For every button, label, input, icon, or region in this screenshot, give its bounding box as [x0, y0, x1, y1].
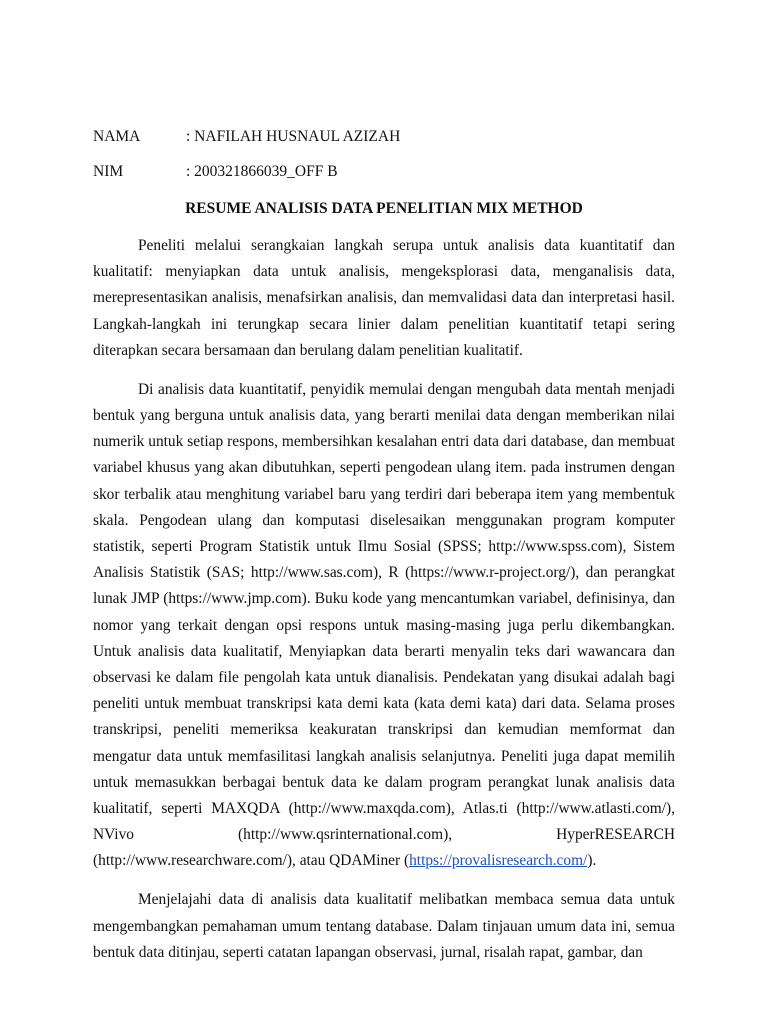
provalis-link[interactable]: https://provalisresearch.com/	[409, 852, 588, 870]
document-title: RESUME ANALISIS DATA PENELITIAN MIX METHOD	[185, 200, 583, 217]
name-value: : NAFILAH HUSNAUL AZIZAH	[186, 128, 401, 145]
paragraph-3: Menjelajahi data di analisis data kualitatif melibatkan membaca semua data untuk mengembangkan pemahaman umum tentang database. Dalam tinjauan umum data ini, semua bentuk data ditinjau, seperti catatan lapangan observasi, jurnal, risalah rapat, gambar, dan	[93, 891, 675, 961]
nim-label: NIM	[93, 163, 124, 180]
nim-value: : 200321866039_OFF B	[186, 163, 338, 180]
paragraph-2-tail: ).	[587, 852, 597, 870]
paragraph-2	[93, 377, 675, 875]
name-row	[93, 127, 400, 147]
paragraph-2-text: Di analisis data kuantitatif, penyidik memulai dengan mengubah data mentah menjadi bentuk yang berguna untuk analisis data, yang berarti menilai data dengan memberikan nilai numerik untuk setiap respons, membersihkan kesalahan entri data dari database, dan membuat variabel khusus yang akan dibutuhkan, seperti pengodean ulang item. pada instrumen dengan skor terbalik atau menghitung variabel baru yang terdiri dari beberapa item yang membentuk skala. Pengodean ulang dan komputasi diselesaikan menggunakan program komputer statistik, seperti Program Statistik untuk Ilmu Sosial (SPSS; http://www.spss.com), Sistem Analisis Statistik (SAS; http://www.sas.com), R (https://www.r-project.org/), dan perangkat lunak JMP (https://www.jmp.com). Buku kode yang mencantumkan variabel, definisinya, dan nomor yang terkait dengan opsi respons untuk masing-masing juga perlu dikembangkan. Untuk analisis data kualitatif, Menyiapkan data berarti menyalin teks dari wawancara dan observasi ke dalam file pengolah kata untuk dianalisis. Pendekatan yang disukai adalah bagi peneliti untuk membuat transkripsi kata demi kata (kata demi kata) dari data. Selama proses transkripsi, peneliti memeriksa keakuratan transkripsi dan kemudian memformat dan mengatur data untuk memfasilitasi langkah analisis selanjutnya. Peneliti juga dapat memilih untuk memasukkan berbagai bentuk data ke dalam program perangkat lunak analisis data kualitatif, seperti MAXQDA (http://www.maxqda.com), Atlas.ti (http://www.atlasti.com/), NVivo (http://www.qsrinternational.com), HyperRESEARCH (http://www.researchware.com/), atau QDAMiner (	[93, 380, 675, 870]
body-text	[93, 233, 675, 979]
name-label: NAMA	[93, 128, 141, 145]
nim-row	[93, 162, 338, 182]
paragraph-1: Peneliti melalui serangkaian langkah serupa untuk analisis data kuantitatif dan kualitatif: menyiapkan data untuk analisis, mengeksplorasi data, menganalisis data, merepresentasikan analisis, menafsirkan analisis, dan memvalidasi data dan interpretasi hasil. Langkah-langkah ini terungkap secara linier dalam penelitian kuantitatif tetapi sering diterapkan secara bersamaan dan berulang dalam penelitian kualitatif.	[93, 237, 675, 359]
